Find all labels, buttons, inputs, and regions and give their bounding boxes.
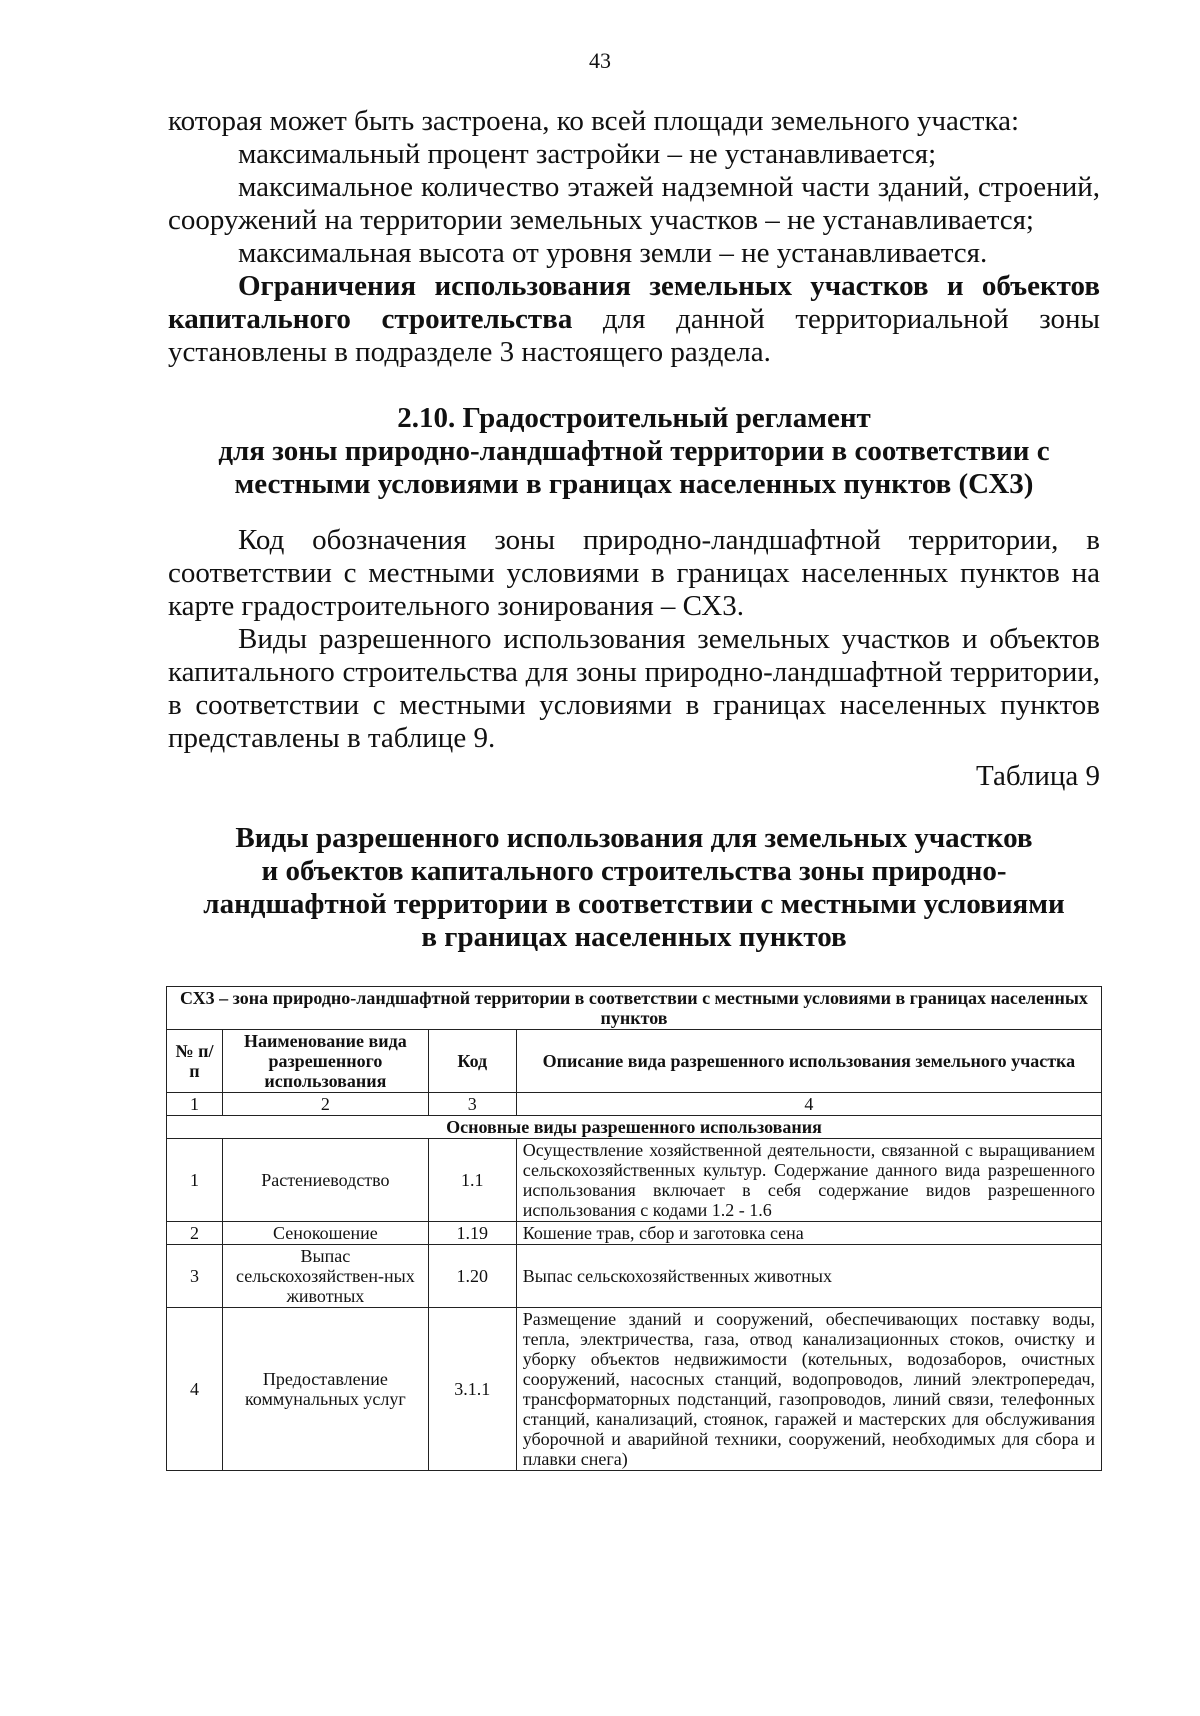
- page-number: 43: [589, 48, 611, 73]
- table-title: [168, 822, 1100, 954]
- regulations-table: [166, 986, 1102, 1471]
- intro-line-3: максимальное количество этажей надземной части зданий, строений, сооружений на территории земельных участков – не устанавливается;: [168, 171, 1100, 236]
- row-code: 1.20: [428, 1245, 516, 1308]
- row-description: Размещение зданий и сооружений, обеспечивающих поставку воды, тепла, электричества, газа, отвод канализационных стоков, очистку и уборку объектов недвижимости (котельных, водозаборов, очистных сооружений, насосных станций, водопроводов, линий электропередач, трансформаторных подстанций, газопроводов, линий связи, телефонных станций, канализаций, стоянок, гаражей и мастерских для обслуживания уборочной и аварийной техники, сооружений, необходимых для сбора и плавки снега): [516, 1308, 1101, 1471]
- intro-line-1: которая может быть застроена, ко всей площади земельного участка:: [168, 105, 1020, 137]
- group-header-row: [167, 1116, 1102, 1139]
- table-label: Таблица 9: [975, 760, 1100, 792]
- row-code: 1.19: [428, 1222, 516, 1245]
- header-description: Описание вида разрешенного использования земельного участка: [516, 1030, 1101, 1093]
- column-index: 1: [167, 1093, 223, 1116]
- column-index: 4: [516, 1093, 1101, 1116]
- section-heading: [168, 402, 1100, 501]
- row-code: 3.1.1: [428, 1308, 516, 1471]
- section-paragraph-1: Код обозначения зоны природно-ландшафтной территории, в соответствии с местными условиями в границах населенных пунктов на карте градостроительного зонирования – СХ3.: [168, 524, 1100, 622]
- row-number: 2: [167, 1222, 223, 1245]
- intro-line-4: максимальная высота от уровня земли – не устанавливается.: [238, 237, 988, 269]
- table-title-line-1: Виды разрешенного использования для земельных участков: [235, 822, 1033, 854]
- row-description: Кошение трав, сбор и заготовка сена: [516, 1222, 1101, 1245]
- restrictions-paragraph: [168, 270, 1100, 369]
- row-number: 3: [167, 1245, 223, 1308]
- restrictions-rest: для данной территориальной зоны установлены в подразделе 3 настоящего раздела.: [168, 303, 1100, 368]
- restrictions-bold: Ограничения использования земельных участков и объектов капитального строительства: [168, 270, 1100, 335]
- section-heading-line-1: 2.10. Градостроительный регламент: [397, 402, 871, 434]
- row-name: Выпас сельскохозяйствен-ных животных: [222, 1245, 428, 1308]
- row-description: Осуществление хозяйственной деятельности, связанной с выращиванием сельскохозяйственных культур. Содержание данного вида разрешенного использования включает в себя содержание видов разрешенного использования с кодами 1.2 - 1.6: [516, 1139, 1101, 1222]
- zone-header-row: [167, 987, 1102, 1030]
- row-name: Растениеводство: [222, 1139, 428, 1222]
- row-description: Выпас сельскохозяйственных животных: [516, 1245, 1101, 1308]
- section-paragraph-2: Виды разрешенного использования земельных участков и объектов капитального строительства для зоны природно-ландшафтной территории, в соответствии с местными условиями в границах населенных пунктов представлены в таблице 9.: [168, 623, 1100, 754]
- section-heading-line-2: для зоны природно-ландшафтной территории в соответствии с: [218, 435, 1050, 467]
- column-index-row: [167, 1093, 1102, 1116]
- header-code: Код: [428, 1030, 516, 1093]
- row-number: 1: [167, 1139, 223, 1222]
- section-body: [168, 524, 1100, 755]
- column-index: 3: [428, 1093, 516, 1116]
- table-row: [167, 1139, 1102, 1222]
- intro-line-2: максимальный процент застройки – не устанавливается;: [238, 138, 937, 170]
- column-index: 2: [222, 1093, 428, 1116]
- zone-header-cell: СХ3 – зона природно-ландшафтной территории в соответствии с местными условиями в границах населенных пунктов: [167, 987, 1102, 1030]
- row-name: Предоставление коммунальных услуг: [222, 1308, 428, 1471]
- column-header-row: [167, 1030, 1102, 1093]
- intro-text: [168, 105, 1100, 369]
- table-row: [167, 1245, 1102, 1308]
- header-num: № п/п: [167, 1030, 223, 1093]
- row-code: 1.1: [428, 1139, 516, 1222]
- table-title-line-2: и объектов капитального строительства зоны природно-: [261, 855, 1007, 887]
- row-name: Сенокошение: [222, 1222, 428, 1245]
- group-header-main: Основные виды разрешенного использования: [167, 1116, 1102, 1139]
- header-name: Наименование вида разрешенного использования: [222, 1030, 428, 1093]
- table-title-line-3: ландшафтной территории в соответствии с местными условиями: [203, 888, 1065, 920]
- row-number: 4: [167, 1308, 223, 1471]
- table-row: [167, 1308, 1102, 1471]
- section-heading-line-3: местными условиями в границах населенных пунктов (СХ3): [234, 468, 1034, 500]
- table-title-line-4: в границах населенных пунктов: [421, 921, 847, 953]
- table-row: [167, 1222, 1102, 1245]
